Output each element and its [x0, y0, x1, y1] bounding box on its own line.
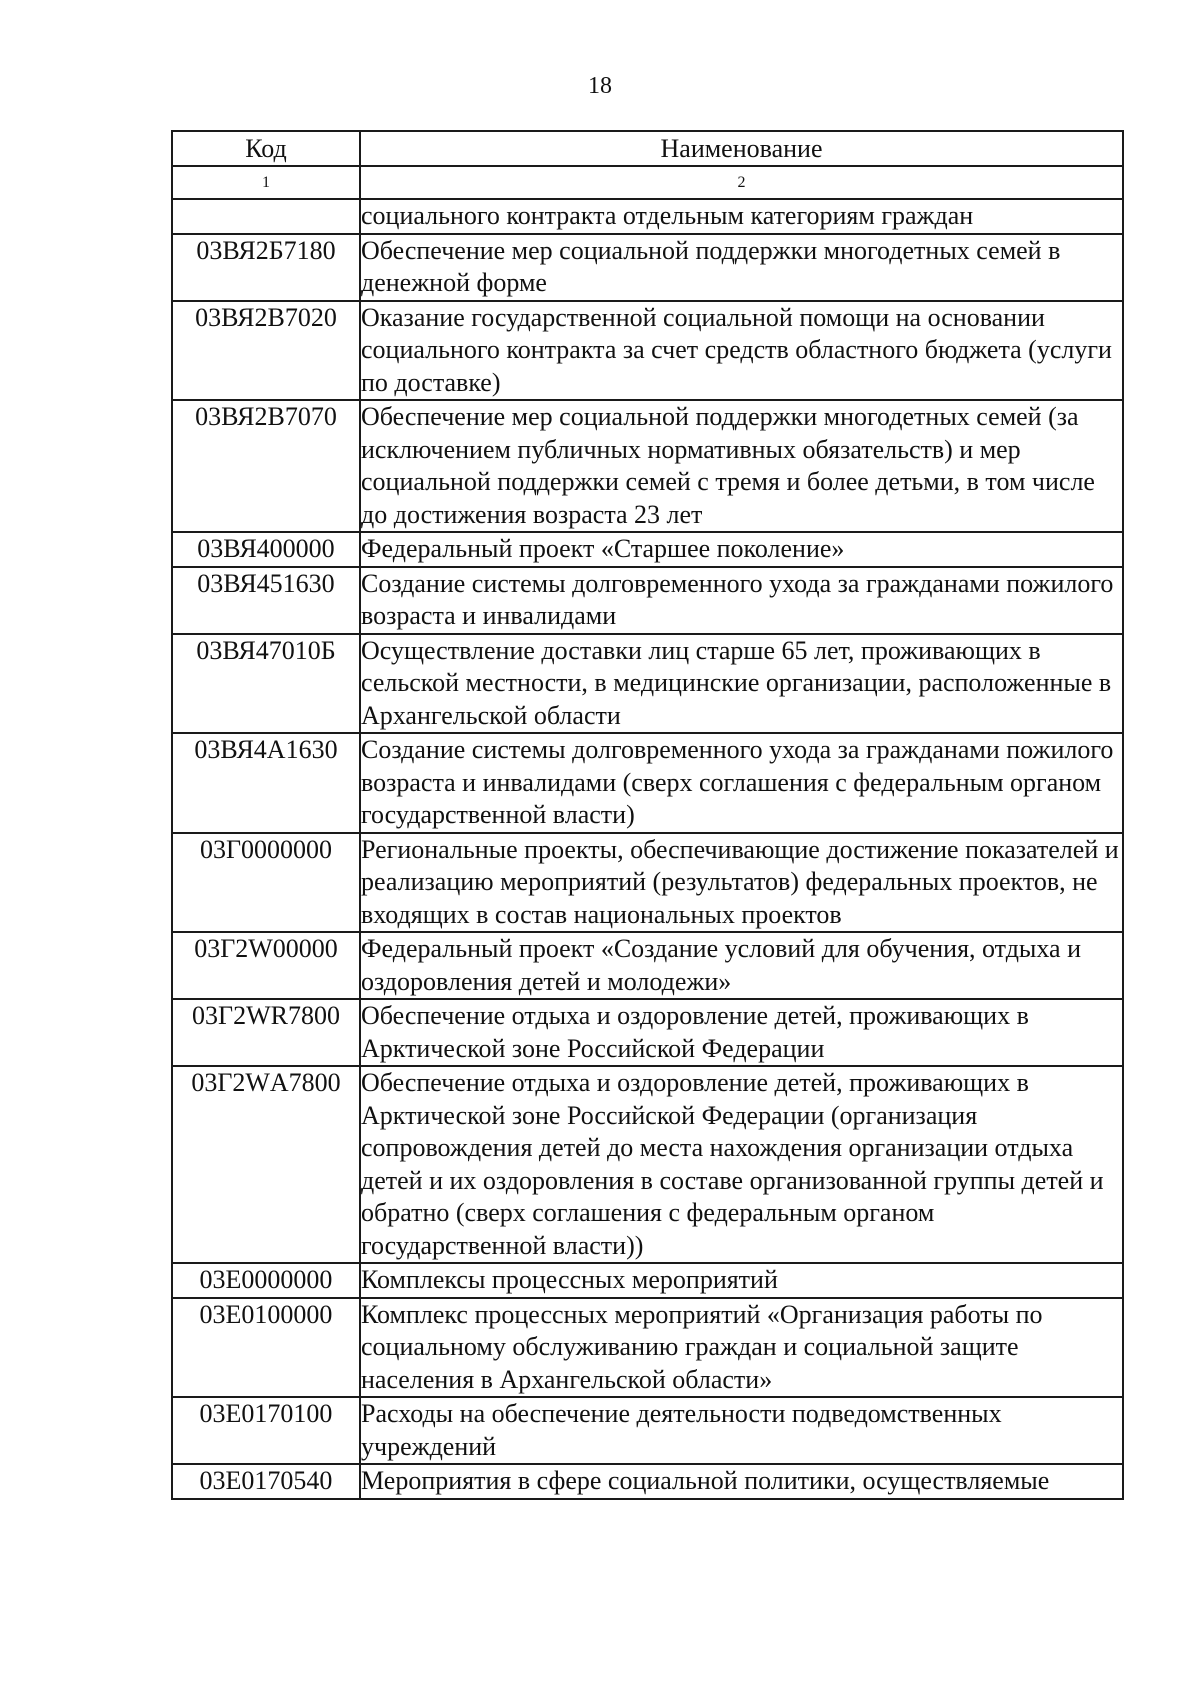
name-cell: Обеспечение мер социальной поддержки многодетных семей (за исключением публичных нормативных обязательств) и мер социальной поддержки семей с тремя и более детьми, в том числе до достижения возраста 23 лет — [360, 400, 1123, 532]
page-number: 18 — [588, 73, 612, 99]
name-cell: Создание системы долговременного ухода за гражданами пожилого возраста и инвалидами (сверх соглашения с федеральным органом государственной власти) — [360, 733, 1123, 833]
column-number-code: 1 — [172, 166, 360, 199]
name-cell: Оказание государственной социальной помощи на основании социального контракта за счет средств областного бюджета (услуги по доставке) — [360, 301, 1123, 401]
table-row — [172, 999, 1123, 1066]
code-cell: 03ВЯ2В7020 — [172, 301, 360, 401]
classification-table — [171, 130, 1124, 1500]
name-cell: Расходы на обеспечение деятельности подведомственных учреждений — [360, 1397, 1123, 1464]
table-row — [172, 733, 1123, 833]
column-number-name: 2 — [360, 166, 1123, 199]
code-cell: 03ВЯ451630 — [172, 567, 360, 634]
table-row — [172, 634, 1123, 734]
header-name: Наименование — [360, 131, 1123, 166]
code-cell: 03Г2WR7800 — [172, 999, 360, 1066]
name-cell: Обеспечение мер социальной поддержки многодетных семей в денежной форме — [360, 234, 1123, 301]
column-number-row — [172, 166, 1123, 199]
code-cell: 03ВЯ2В7070 — [172, 400, 360, 532]
name-cell: Обеспечение отдыха и оздоровление детей, проживающих в Арктической зоне Российской Федерации (организация сопровождения детей до места нахождения организации отдыха детей и их оздоровления в составе организованной группы детей и обратно (сверх соглашения с федеральным органом государственной власти)) — [360, 1066, 1123, 1263]
name-cell: Комплекс процессных мероприятий «Организация работы по социальному обслуживанию граждан и социальной защите населения в Архангельской области» — [360, 1298, 1123, 1398]
table-row — [172, 532, 1123, 567]
code-cell: 03Е0170100 — [172, 1397, 360, 1464]
table-row — [172, 301, 1123, 401]
table-row — [172, 567, 1123, 634]
table-row — [172, 1464, 1123, 1499]
table-row — [172, 1066, 1123, 1263]
code-cell: 03Е0170540 — [172, 1464, 360, 1499]
code-cell: 03Г2WА7800 — [172, 1066, 360, 1263]
code-cell: 03Е0100000 — [172, 1298, 360, 1398]
code-cell: 03Г0000000 — [172, 833, 360, 933]
name-cell: Региональные проекты, обеспечивающие достижение показателей и реализацию мероприятий (результатов) федеральных проектов, не входящих в состав национальных проектов — [360, 833, 1123, 933]
code-cell: 03Г2W00000 — [172, 932, 360, 999]
table-row — [172, 932, 1123, 999]
table-row — [172, 1298, 1123, 1398]
code-cell: 03ВЯ4А1630 — [172, 733, 360, 833]
name-cell: социального контракта отдельным категориям граждан — [360, 199, 1123, 234]
code-cell: 03Е0000000 — [172, 1263, 360, 1298]
table-row — [172, 1397, 1123, 1464]
table-row — [172, 400, 1123, 532]
code-cell: 03ВЯ2Б7180 — [172, 234, 360, 301]
header-code: Код — [172, 131, 360, 166]
code-cell — [172, 199, 360, 234]
table-row — [172, 833, 1123, 933]
code-cell: 03ВЯ400000 — [172, 532, 360, 567]
name-cell: Мероприятия в сфере социальной политики, осуществляемые — [360, 1464, 1123, 1499]
name-cell: Комплексы процессных мероприятий — [360, 1263, 1123, 1298]
table-row — [172, 199, 1123, 234]
code-cell: 03ВЯ47010Б — [172, 634, 360, 734]
name-cell: Обеспечение отдыха и оздоровление детей, проживающих в Арктической зоне Российской Федерации — [360, 999, 1123, 1066]
name-cell: Федеральный проект «Создание условий для обучения, отдыха и оздоровления детей и молодежи» — [360, 932, 1123, 999]
name-cell: Осуществление доставки лиц старше 65 лет, проживающих в сельской местности, в медицинские организации, расположенные в Архангельской области — [360, 634, 1123, 734]
table-header-row — [172, 131, 1123, 166]
table-row — [172, 234, 1123, 301]
name-cell: Создание системы долговременного ухода за гражданами пожилого возраста и инвалидами — [360, 567, 1123, 634]
name-cell: Федеральный проект «Старшее поколение» — [360, 532, 1123, 567]
table-row — [172, 1263, 1123, 1298]
